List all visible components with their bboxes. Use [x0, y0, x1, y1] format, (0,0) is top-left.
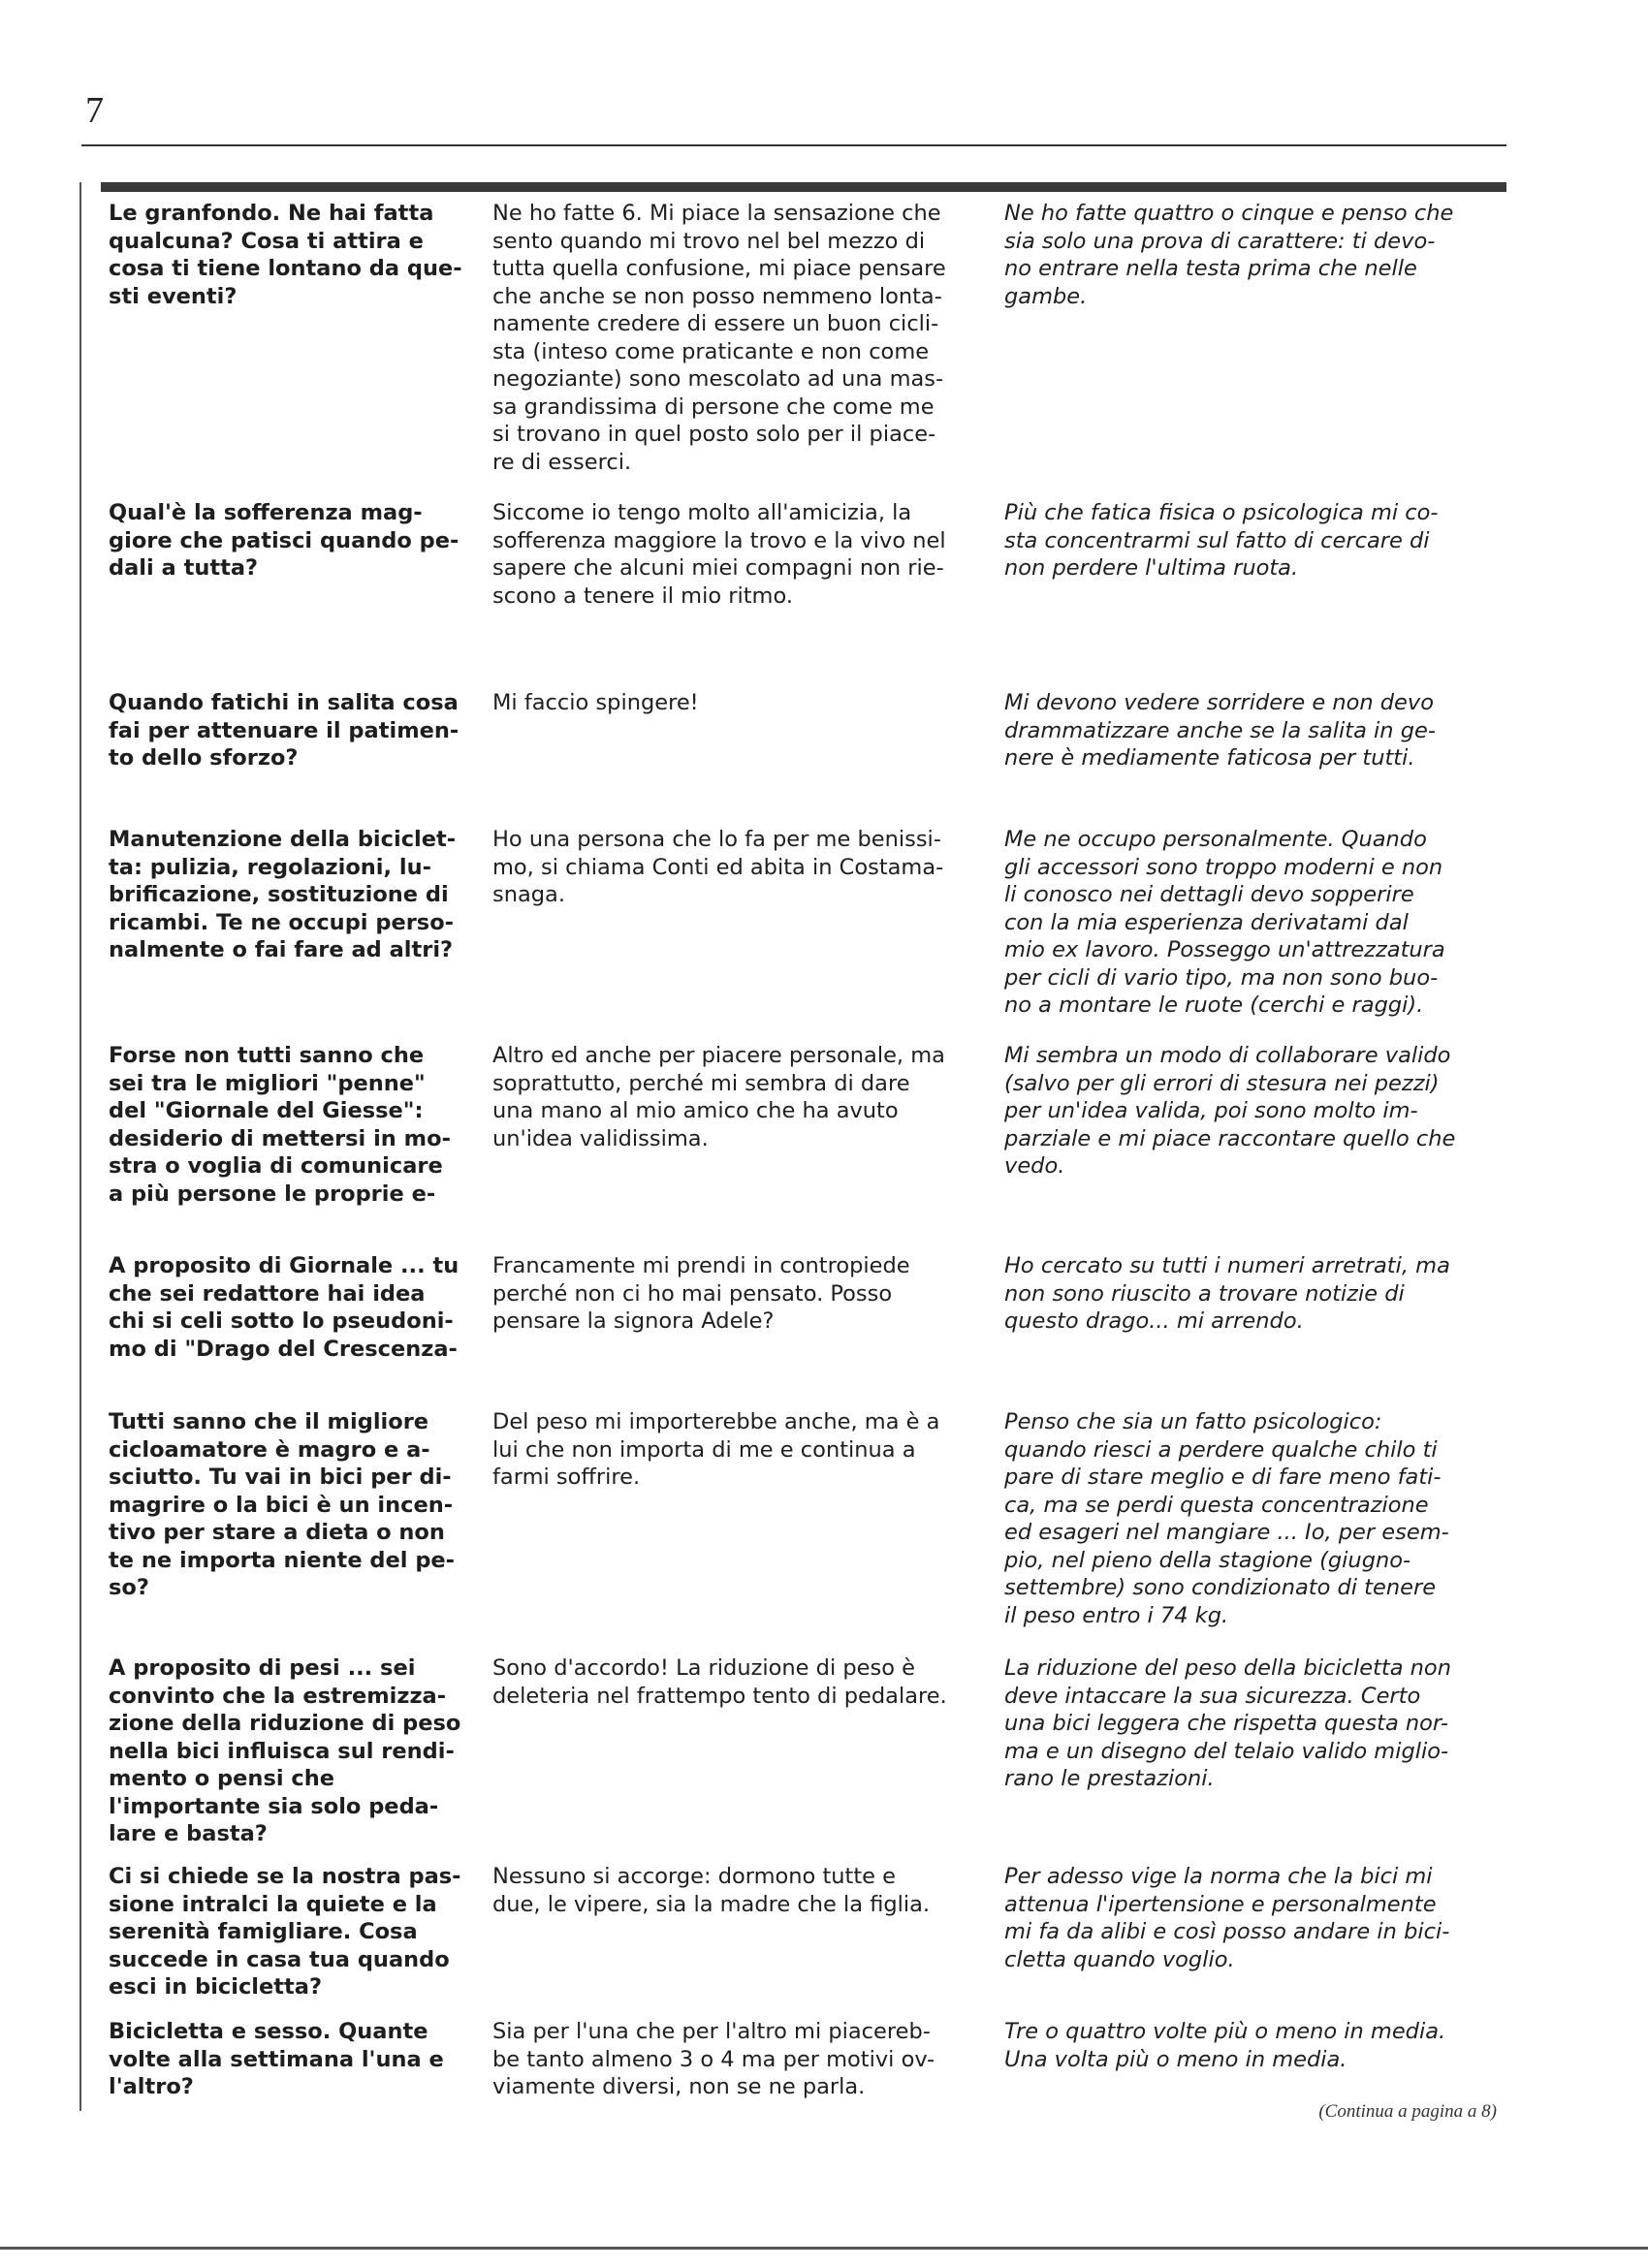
question: Le granfondo. Ne hai fatta qualcuna? Cosa ti attira e cosa ti tiene lontano da que- sti eventi?: [109, 201, 462, 309]
question: Ci si chiede se la nostra pas- sione intralci la quiete e la serenità famigliare. Cosa succede in casa tua quando esci in bicicletta?: [109, 1864, 461, 2000]
answer-second: Ho cercato su tutti i numeri arretrati, ma non sono riuscito a trovare notizie di questo drago... mi arrendo.: [1004, 1253, 1450, 1334]
continued-on-page-note: (Continua a pagina a 8): [1318, 2101, 1497, 2122]
page-number: 7: [85, 90, 104, 131]
answer-second: Mi sembra un modo di collaborare valido (salvo per gli errori di stesura nei pezzi) per un'idea valida, poi sono molto im- parziale e mi piace raccontare quello che vedo.: [1004, 1043, 1456, 1179]
question: Forse non tutti sanno che sei tra le migliori "penne" del "Giornale del Giesse": desiderio di mettersi in mo- stra o voglia di comunicare a più persone le proprie e-: [109, 1043, 451, 1207]
question: Manutenzione della biciclet- ta: pulizia, regolazioni, lu- brificazione, sostituzione di ricambi. Te ne occupi perso- nalmente o fai fare ad altri?: [109, 827, 457, 962]
answer-first: Altro ed anche per piacere personale, ma soprattutto, perché mi sembra di dare una mano al mio amico che ha avuto un'idea validissima.: [492, 1043, 945, 1151]
answer-first: Nessuno si accorge: dormono tutte e due, le vipere, sia la madre che la figlia.: [492, 1864, 931, 1917]
answer-second: Per adesso vige la norma che la bici mi attenua l'ipertensione e personalmente mi fa da alibi e così posso andare in bici- cletta quando voglio.: [1004, 1864, 1450, 1972]
answer-first: Ho una persona che lo fa per me benissi- mo, si chiama Conti ed abita in Costama- snaga.: [492, 827, 944, 907]
answer-first: Ne ho fatte 6. Mi piace la sensazione che sento quando mi trovo nel bel mezzo di tutta quella confusione, mi piace pensare che anche se non posso nemmeno lonta- namente credere di essere un buon cicli- sta (inteso come praticante e non come negoziante) sono mescolato ad una mas- sa grandissima di persone che come me si trovano in quel posto solo per il piace- re di esserci.: [492, 201, 946, 475]
answer-second: Mi devono vedere sorridere e non devo drammatizzare anche se la salita in ge- nere è mediamente faticosa per tutti.: [1004, 690, 1436, 771]
question: A proposito di Giornale ... tu che sei redattore hai idea chi si celi sotto lo pseudoni- mo di "Drago del Crescenza-: [109, 1253, 460, 1362]
answer-second: Penso che sia un fatto psicologico: quando riesci a perdere qualche chilo ti pare di stare meglio e di fare meno fati- ca, ma se perdi questa concentrazione ed esageri nel mangiare ... Io, per esem- pio, nel pieno della stagione (giugno- settembre) sono condizionato di tenere il peso entro i 74 kg.: [1004, 1409, 1449, 1628]
footer-rule: [0, 2247, 1648, 2250]
answer-second: Tre o quattro volte più o meno in media. Una volta più o meno in media.: [1004, 2019, 1446, 2072]
answer-second: Più che fatica fisica o psicologica mi co- sta concentrarmi sul fatto di cercare di non perdere l'ultima ruota.: [1004, 500, 1439, 581]
question: Tutti sanno che il migliore cicloamatore è magro e a- sciutto. Tu vai in bici per di- magrire o la bici è un incen- tivo per stare a dieta o non te ne importa niente del pe- so?: [109, 1409, 456, 1600]
answer-first: Francamente mi prendi in contropiede perché non ci ho mai pensato. Posso pensare la signora Adele?: [492, 1253, 910, 1334]
answer-first: Sia per l'una che per l'altro mi piacereb- be tanto almeno 3 o 4 ma per motivi ov- viamente diversi, non se ne parla.: [492, 2019, 935, 2099]
question: Bicicletta e sesso. Quante volte alla settimana l'una e l'altro?: [109, 2019, 444, 2099]
answer-second: Me ne occupo personalmente. Quando gli accessori sono troppo moderni e non li conosco nei dettagli devo sopperire con la mia esperienza derivatami dal mio ex lavoro. Posseggo un'attrezzatura per cicli di vario tipo, ma non sono buo- no a montare le ruote (cerchi e raggi).: [1004, 827, 1445, 1018]
answer-second: Ne ho fatte quattro o cinque e penso che sia solo una prova di carattere: ti devo- no entrare nella testa prima che nelle gambe.: [1004, 201, 1454, 309]
question: Qual'è la sofferenza mag- giore che patisci quando pe- dali a tutta?: [109, 500, 460, 581]
answer-second: La riduzione del peso della bicicletta non deve intaccare la sua sicurezza. Certo una bici leggera che rispetta questa nor- ma e un disegno del telaio valido miglio- rano le prestazioni.: [1004, 1655, 1451, 1791]
answer-first: Sono d'accordo! La riduzione di peso è deleteria nel frattempo tento di pedalare.: [492, 1655, 947, 1709]
answer-first: Mi faccio spingere!: [492, 690, 699, 715]
question: A proposito di pesi ... sei convinto che la estremizza- zione della riduzione di peso nella bici influisca sul rendi- mento o pensi che l'importante sia solo peda- lare e basta?: [109, 1655, 461, 1846]
question: Quando fatichi in salita cosa fai per attenuare il patimen- to dello sforzo?: [109, 690, 460, 771]
answer-first: Del peso mi importerebbe anche, ma è a lui che non importa di me e continua a farmi soffrire.: [492, 1409, 940, 1490]
answer-first: Siccome io tengo molto all'amicizia, la sofferenza maggiore la trovo e la vivo nel sapere che alcuni miei compagni non rie- scono a tenere il mio ritmo.: [492, 500, 946, 609]
